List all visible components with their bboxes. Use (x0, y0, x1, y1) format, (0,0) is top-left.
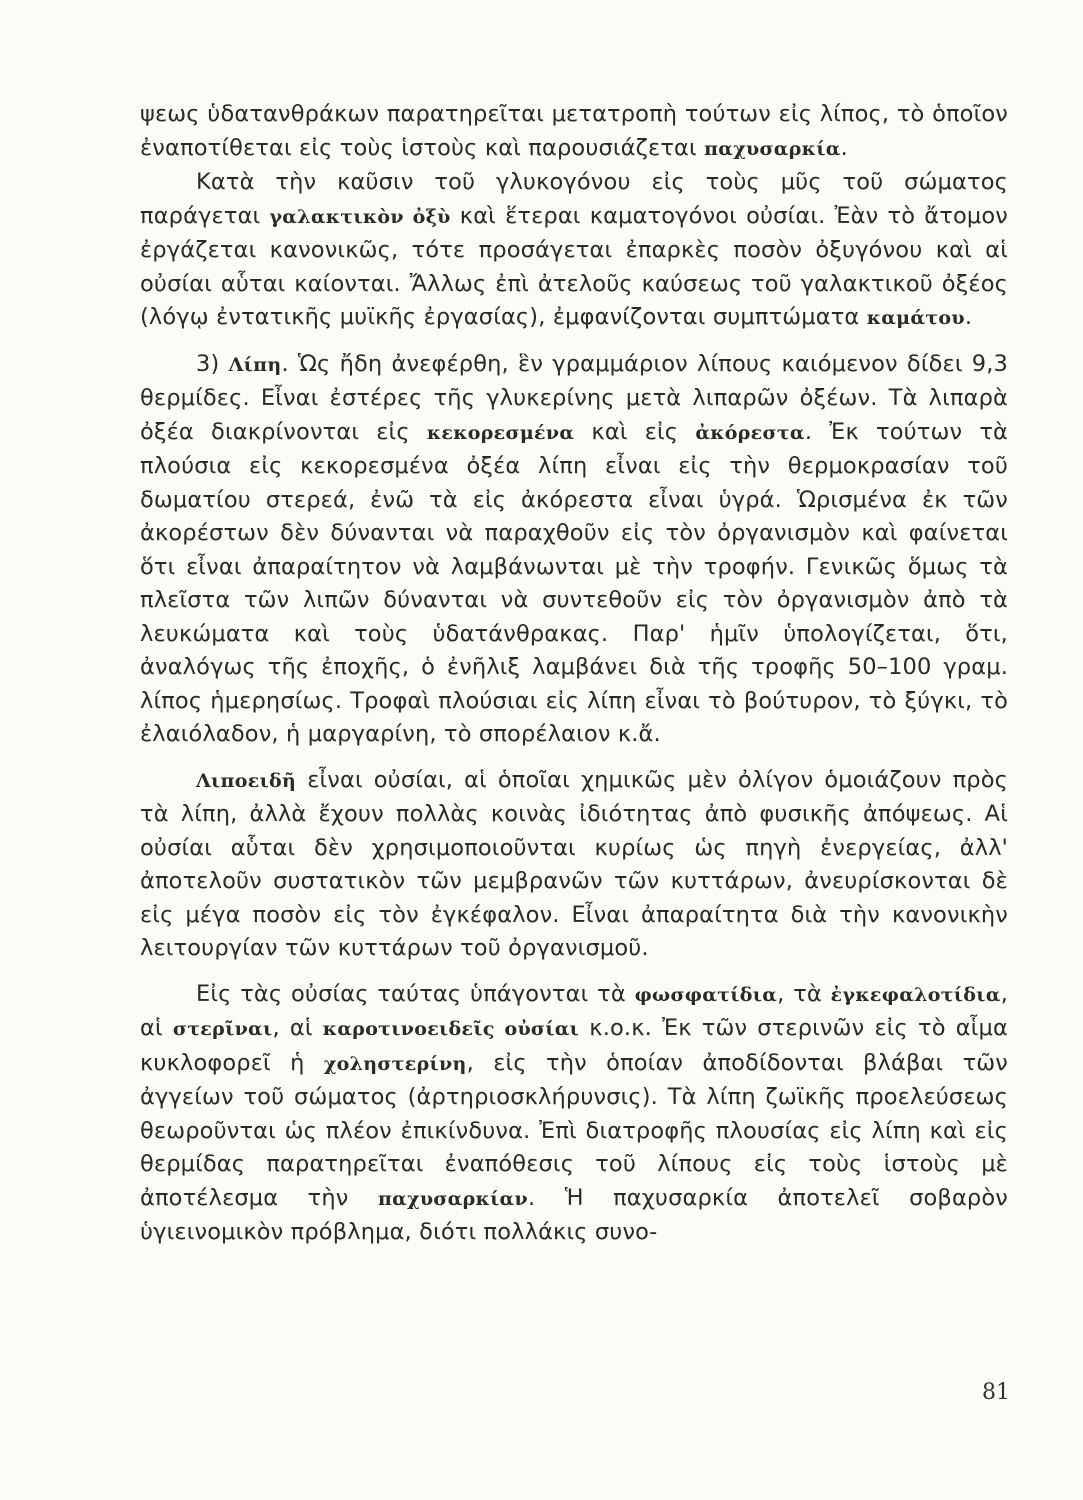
emphasized-term: Λιποειδῆ (196, 769, 297, 792)
text-run: . Ἡ παχυσαρκία ἀποτελεῖ σοβαρὸν ὑγιεινομικὸν πρόβλημα, διότι πολλάκις συνο- (140, 1184, 1008, 1245)
text-run: κ.ο.κ. Ἐκ τῶν στερινῶν εἰς τὸ αἷμα κυκλοφορεῖ ἡ (140, 1015, 1008, 1076)
paragraph (140, 978, 1008, 1250)
page-number: 81 (982, 1380, 1010, 1405)
text-run: . Ὡς ἤδη ἀνεφέρθη, ἓν γραμμάριον λίπους καιόμενον δίδει 9,3 θερμίδες. Εἶναι ἐστέρες τῆς γλυκερίνης μετὰ λιπαρῶν ὀξέων. Τὰ λιπαρὰ ὀξέα διακρίνονται εἰς (140, 350, 1009, 445)
emphasized-term: χοληστερίνη (323, 1052, 467, 1075)
emphasized-term: παχυσαρκία (704, 137, 841, 160)
text-run: Εἰς τὰς οὐσίας ταύτας ὑπάγονται τὰ (196, 980, 635, 1007)
emphasized-term: παχυσαρκίαν (377, 1187, 528, 1210)
emphasized-term: γαλακτικὸν ὀξὺ (269, 205, 451, 228)
emphasized-term: κεκορεσμένα (426, 421, 575, 444)
text-run: . (840, 134, 848, 161)
text-run: ψεως ὑδατανθράκων παρατηρεῖται μετατροπὴ τούτων εἰς λίπος, τὸ ὁποῖον ἐναποτίθεται εἰς τοὺς ἱστοὺς καὶ παρουσιάζεται (140, 101, 1008, 161)
text-run: , εἰς τὴν ὁποίαν ἀποδίδονται βλάβαι τῶν ἀγγείων τοῦ σώματος (ἀρτηριοσκλήρυνσις). Τὰ λίπη ζωϊκῆς προελεύσεως θεωροῦνται ὡς πλέον ἐπικίνδυνα. Ἐπὶ διατροφῆς πλουσίας εἰς λίπη καὶ εἰς θερμίδας παρατηρεῖται ἐναπόθεσις τοῦ λίπους εἰς τοὺς ἱστοὺς μὲ ἀποτέλεσμα τὴν (140, 1049, 1008, 1211)
paragraph (140, 764, 1008, 966)
emphasized-term: Λίπη (228, 353, 282, 376)
text-run: , αἱ (272, 1015, 323, 1041)
paragraph (140, 98, 1008, 166)
text-run: καὶ ἕτεραι καματογόνοι οὐσίαι. Ἐὰν τὸ ἄτομον ἐργάζεται κανονικῶς, τότε προσάγεται ἐπαρκὲς ποσὸν ὀξυγόνου καὶ αἱ οὐσίαι αὗται καίονται. Ἄλλως ἐπὶ ἀτελοῦς καύσεως τοῦ γαλακτικοῦ ὀξέος (λόγῳ ἐντατικῆς μυϊκῆς ἐργασίας), ἐμφανίζονται συμπτώματα (140, 202, 1008, 330)
emphasized-term: καροτινοειδεῖς οὐσίαι (322, 1018, 580, 1040)
emphasized-term: φωσφατίδια (634, 983, 778, 1006)
text-run: εἶναι οὐσίαι, αἱ ὁποῖαι χημικῶς μὲν ὀλίγον ὁμοιάζουν πρὸς τὰ λίπη, ἀλλὰ ἔχουν πολλὰς κοινὰς ἰδιότητας ἀπὸ φυσικῆς ἀπόψεως. Αἱ οὐσίαι αὗται δὲν χρησιμοποιοῦνται κυρίως ὡς πηγὴ ἐνεργείας, ἀλλ' ἀποτελοῦν συστατικὸν τῶν μεμβρανῶν τῶν κυττάρων, ἀνευρίσκονται δὲ εἰς μέγα ποσὸν εἰς τὸν ἐγκέφαλον. Εἶναι ἀπαραίτητα διὰ τὴν κανονικὴν λειτουργίαν τῶν κυττάρων τοῦ ὀργανισμοῦ. (140, 766, 1008, 961)
text-run: Κατὰ τὴν καῦσιν τοῦ γλυκογόνου εἰς τοὺς μῦς τοῦ σώματος παράγεται (140, 169, 1008, 229)
text-run: καὶ εἰς (574, 418, 696, 445)
text-run: . Ἐκ τούτων τὰ πλούσια εἰς κεκορεσμένα ὀξέα λίπη εἶναι εἰς τὴν θερμοκρασίαν τοῦ δωματίου στερεά, ἐνῶ τὰ εἰς ἀκόρεστα εἶναι ὑγρά. Ὡρισμένα ἐκ τῶν ἀκορέστων δὲν δύνανται νὰ παραχθοῦν εἰς τὸν ὀργανισμὸν καὶ φαίνεται ὅτι εἶναι ἀπαραίτητον νὰ λαμβάνωνται μὲ τὴν τροφήν. Γενικῶς ὅμως τὰ πλεῖστα τῶν λιπῶν δύνανται νὰ συντεθοῦν εἰς τὸν ὀργανισμὸν ἀπὸ τὰ λευκώματα καὶ τοὺς ὑδατάνθρακας. Παρ' ἡμῖν ὑπολογίζεται, ὅτι, ἀναλόγως τῆς ἐποχῆς, ὁ ἐνῆλιξ λαμβάνει διὰ τῆς τροφῆς 50–100 γραμ. λίπος ἡμερησίως. Τροφαὶ πλούσιαι εἰς λίπη εἶναι τὸ βούτυρον, τὸ ξύγκι, τὸ ἐλαιόλαδον, ἡ μαργαρίνη, τὸ σπορέλαιον κ.ἄ. (140, 418, 1008, 747)
emphasized-term: καμάτου (866, 307, 965, 329)
paragraph (140, 166, 1008, 336)
paragraph (140, 348, 1008, 752)
text-run: 3) (196, 350, 229, 377)
emphasized-term: στερῖναι (172, 1018, 273, 1040)
text-run: . (964, 304, 973, 330)
emphasized-term: ἐγκεφαλοτίδια (830, 983, 1001, 1006)
text-run: , τὰ (777, 980, 831, 1007)
text-run: , αἱ (140, 980, 1008, 1041)
emphasized-term: ἀκόρεστα (695, 421, 805, 444)
body-text (140, 98, 1008, 1250)
